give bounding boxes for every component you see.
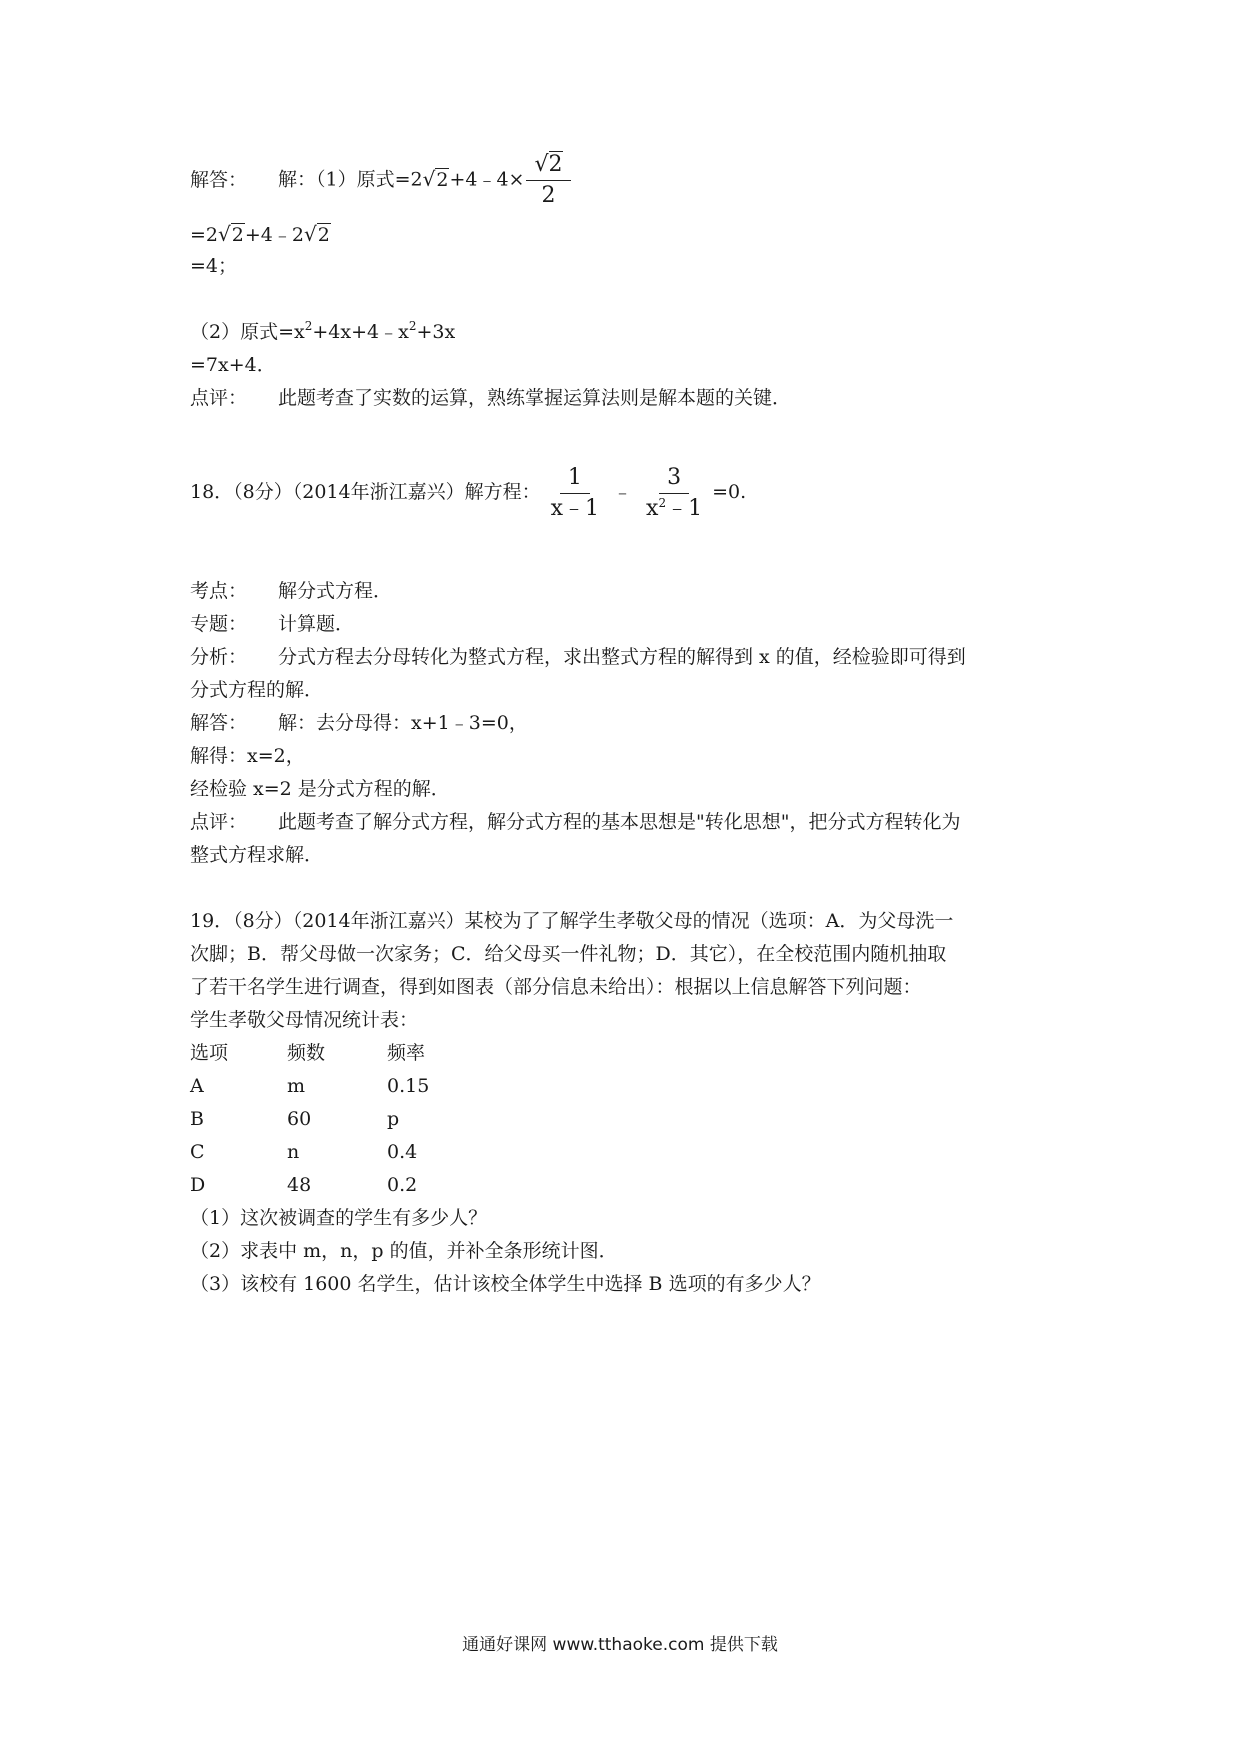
- sqrt-2-a: √2: [422, 166, 449, 191]
- q17-part2-line2: =7x+4．: [190, 354, 276, 376]
- table-cell: 48: [287, 1174, 312, 1196]
- q18-zhuanti: [190, 608, 354, 640]
- q19-sub3: （3）该校有 1600 名学生，估计该校全体学生中选择 B 选项的有多少人？: [190, 1273, 821, 1295]
- q18-fenxi-line1: [190, 641, 966, 673]
- frac-num: √2: [526, 150, 570, 181]
- q17-solution-line1: [190, 150, 573, 211]
- kaodian-label: 考点：: [190, 580, 248, 602]
- zhuanti-label: 专题：: [190, 613, 248, 635]
- superscript-2: 2: [304, 319, 313, 333]
- q17-solution-line2: [190, 218, 331, 251]
- fraction-3-over-x2-minus-1: [638, 463, 710, 524]
- dianping-label: 点评：: [190, 811, 248, 833]
- table-cell: C: [190, 1141, 205, 1163]
- comment-text: 此题考查了实数的运算，熟练掌握运算法则是解本题的关键．: [278, 387, 792, 409]
- fenxi-label: 分析：: [190, 646, 248, 668]
- frac2-den: [638, 494, 710, 524]
- table-cell: D: [190, 1174, 206, 1196]
- q17-part2-line1: [190, 316, 455, 348]
- q19-line3: 了若干名学生进行调查，得到如图表（部分信息未给出）：根据以上信息解答下列问题：: [190, 976, 922, 998]
- radicand: 2: [317, 224, 330, 246]
- q18-jieda-line3: 经检验 x=2 是分式方程的解．: [190, 778, 450, 800]
- frac2-den-a: x: [646, 495, 659, 521]
- radicand: 2: [548, 152, 563, 177]
- frac2-den-b: ﹣1: [666, 495, 703, 521]
- q17-comment: [190, 382, 791, 414]
- part2-c: +3x: [416, 321, 456, 343]
- line2-b: +4﹣2: [244, 224, 304, 246]
- radicand: 2: [231, 224, 244, 246]
- fenxi-text1: 分式方程去分母转化为整式方程，求出整式方程的解得到 x 的值，经检验即可得到: [278, 646, 966, 668]
- footer-watermark: 通通好课网 www.tthaoke.com 提供下载: [462, 1635, 778, 1655]
- q17-solution-line3: =4；: [190, 255, 238, 277]
- table-cell: B: [190, 1108, 204, 1130]
- dianping-text1: 此题考查了解分式方程，解分式方程的基本思想是"转化思想"，把分式方程转化为: [278, 811, 961, 833]
- kaodian-text: 解分式方程．: [278, 580, 393, 602]
- fraction-sqrt2-over-2: [526, 150, 570, 211]
- frac1-num: 1: [560, 463, 590, 494]
- q18-jieda-line1: [190, 707, 528, 739]
- q17-part1-prefix: 解：（1）原式=2: [278, 168, 423, 191]
- fraction-1-over-x-minus-1: [543, 463, 607, 524]
- table-cell: 60: [287, 1108, 312, 1130]
- table-cell: A: [190, 1075, 204, 1097]
- table-cell: p: [387, 1108, 400, 1130]
- frac1-den: x﹣1: [550, 495, 600, 521]
- equals-zero: =0.: [712, 481, 747, 503]
- q19-line1: 19．（8分）（2014年浙江嘉兴）某校为了了解学生孝敬父母的情况（选项：A．为父母洗一: [190, 910, 954, 932]
- q19-sub2: （2）求表中 m，n，p 的值，并补全条形统计图．: [190, 1240, 618, 1262]
- q18-fenxi-line2: 分式方程的解．: [190, 679, 324, 701]
- q18-stem-text: 18．（8分）（2014年浙江嘉兴）解方程：: [190, 481, 541, 503]
- q19-line2: 次脚；B．帮父母做一次家务；C．给父母买一件礼物；D．其它），在全校范围内随机抽取: [190, 943, 947, 965]
- zhuanti-text: 计算题．: [278, 613, 355, 635]
- q18-kaodian: [190, 575, 392, 607]
- table-cell: n: [287, 1141, 300, 1163]
- jieda-text1: 解：去分母得：x+1﹣3=0，: [278, 712, 528, 734]
- table-cell: m: [287, 1075, 306, 1097]
- part2-b: +4x+4﹣x: [312, 321, 409, 343]
- table-cell: 0.15: [387, 1075, 430, 1097]
- jieda-label: 解答：: [190, 712, 248, 734]
- frac-den: 2: [541, 183, 556, 208]
- table-header: 频数: [287, 1042, 326, 1064]
- superscript-2: 2: [408, 319, 417, 333]
- q18-jieda-line2: 解得：x=2，: [190, 745, 305, 767]
- sqrt-2-b: √2: [218, 222, 244, 246]
- q19-table-title: 学生孝敬父母情况统计表：: [190, 1009, 419, 1031]
- table-cell: 0.2: [387, 1174, 418, 1196]
- table-header: 选项: [190, 1042, 229, 1064]
- line2-a: =2: [190, 224, 219, 246]
- sqrt-2-c: √2: [303, 222, 330, 246]
- solution-label: 解答：: [190, 168, 248, 191]
- table-cell: 0.4: [387, 1141, 418, 1163]
- part2-a: （2）原式=x: [190, 321, 305, 343]
- q17-part1-mid: +4﹣4×: [449, 168, 525, 191]
- comment-label: 点评：: [190, 387, 248, 409]
- table-header: 频率: [387, 1042, 426, 1064]
- frac2-num: 3: [659, 463, 689, 494]
- superscript-2: 2: [658, 495, 667, 510]
- q19-sub1: （1）这次被调查的学生有多少人？: [190, 1207, 488, 1229]
- q18-dianping-line1: [190, 806, 960, 838]
- q18-stem: [190, 462, 746, 524]
- minus-sign: ﹣: [613, 481, 633, 503]
- q18-dianping-line2: 整式方程求解．: [190, 844, 324, 866]
- radicand: 2: [436, 168, 449, 191]
